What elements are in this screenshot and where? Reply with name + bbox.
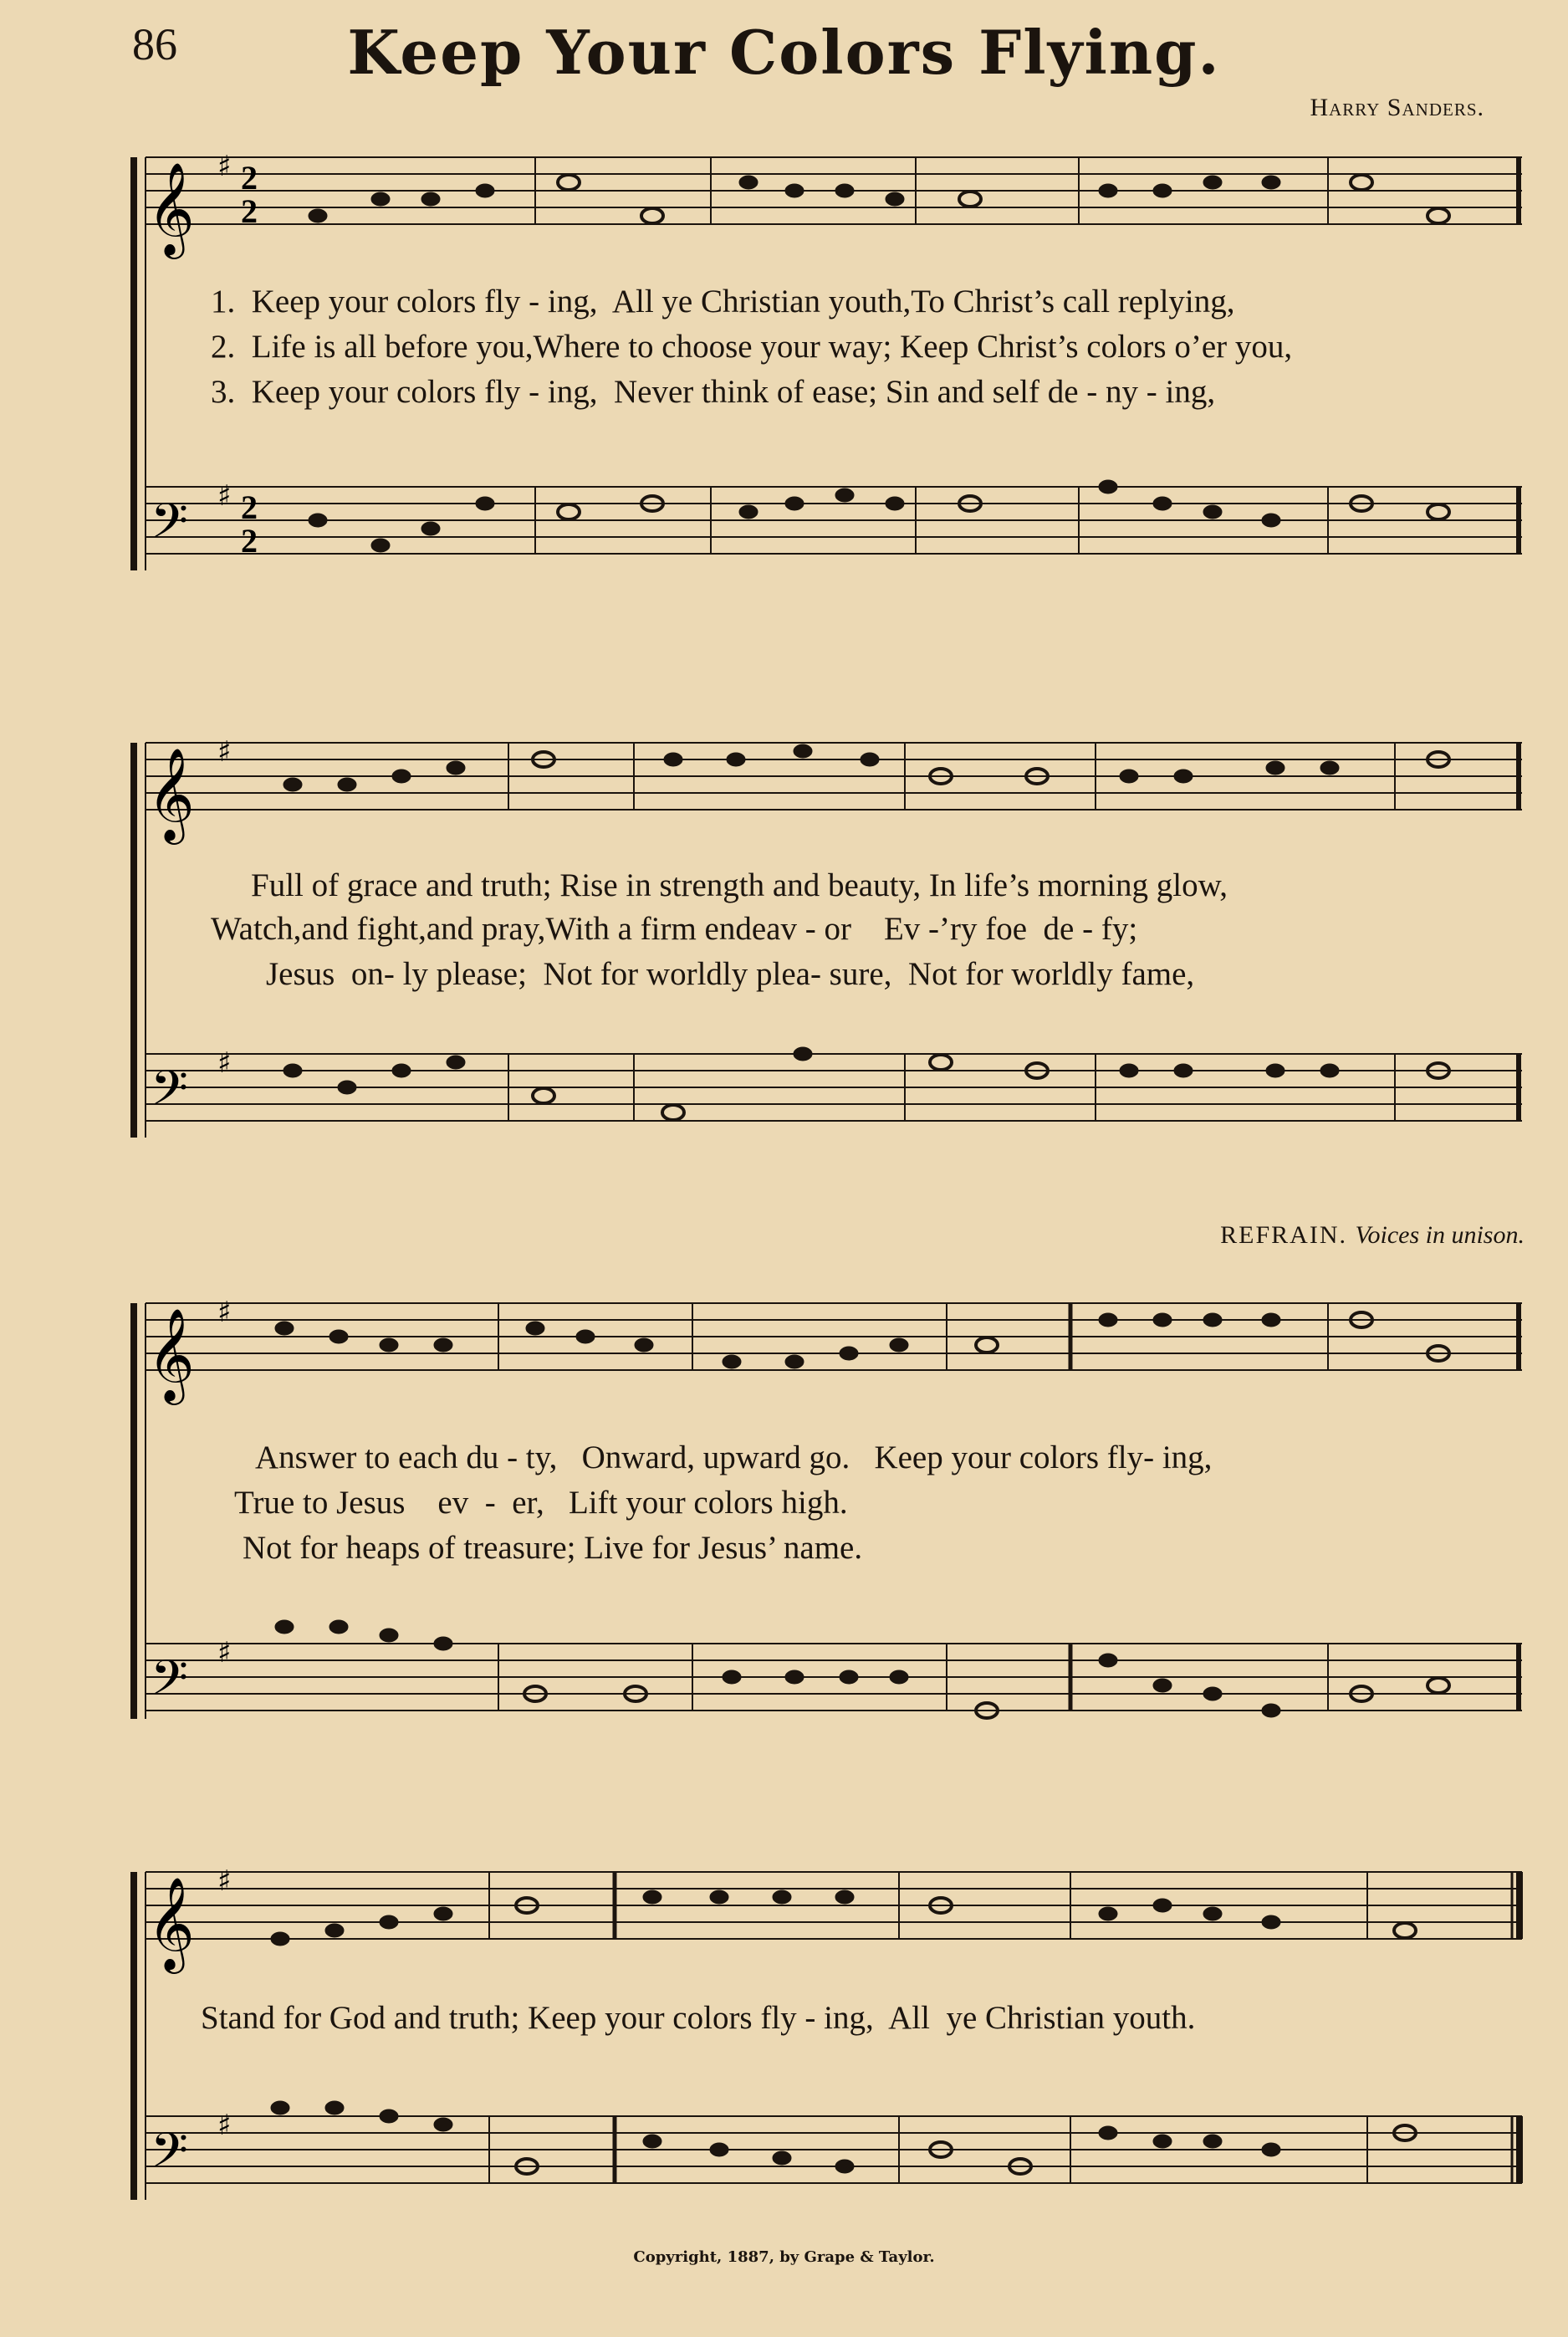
refrain-heading: [1220, 1221, 1525, 1250]
note-head: [930, 1055, 952, 1070]
note-head: [1153, 2135, 1172, 2148]
lyric-line: 2. Life is all before you,Where to choose your way; Keep Christ’s colors o’er you,: [211, 329, 1293, 365]
note-head: [576, 1330, 595, 1343]
note-head: [643, 2135, 661, 2148]
note-head: [338, 778, 356, 791]
note-head: [1266, 1064, 1285, 1077]
note-head: [447, 761, 465, 775]
note-head: [476, 497, 494, 510]
note-head: [794, 1047, 812, 1061]
music-system-4: [134, 1857, 1522, 2217]
note-head: [1099, 184, 1117, 197]
note-head: [710, 2143, 728, 2156]
note-head: [1153, 497, 1172, 510]
note-head: [1203, 2135, 1222, 2148]
lyric-line: 1. Keep your colors fly - ing, All ye Christian youth,To Christ’s call replying,: [211, 284, 1235, 320]
note-head: [886, 192, 904, 206]
note-head: [526, 1322, 544, 1335]
note-head: [1153, 1679, 1172, 1692]
note-head: [1262, 2143, 1280, 2156]
note-head: [309, 514, 327, 527]
note-head: [1099, 1313, 1117, 1327]
note-head: [835, 1890, 854, 1904]
note-head: [976, 1337, 998, 1353]
refrain-note: Voices in unison.: [1355, 1221, 1525, 1249]
key-sharp-icon: ♯: [217, 1296, 232, 1329]
lyric-line: Watch,and fight,and pray,With a firm endeav - or Ev -’ry foe de - fy;: [211, 911, 1138, 947]
note-head: [1203, 1687, 1222, 1700]
note-head: [886, 497, 904, 510]
note-head: [558, 504, 580, 519]
bass-clef-icon: 𝄢: [151, 2122, 189, 2191]
note-head: [1120, 1064, 1138, 1077]
note-head: [1262, 1313, 1280, 1327]
note-head: [710, 1890, 728, 1904]
key-sharp-icon: ♯: [217, 735, 232, 769]
copyright-notice: Copyright, 1887, by Grape & Taylor.: [633, 2248, 935, 2266]
note-head: [275, 1620, 294, 1634]
note-head: [380, 1338, 398, 1352]
note-head: [447, 1056, 465, 1069]
treble-clef-icon: 𝄞: [147, 747, 195, 841]
note-head: [371, 192, 390, 206]
key-sharp-icon: ♯: [217, 1864, 232, 1898]
note-head: [271, 1932, 289, 1946]
note-head: [739, 176, 758, 189]
note-head: [1174, 1064, 1193, 1077]
note-head: [785, 497, 804, 510]
note-head: [392, 770, 411, 783]
note-head: [840, 1347, 858, 1360]
page-number: 86: [132, 19, 177, 69]
lyric-line: Full of grace and truth; Rise in strength and beauty, In life’s morning glow,: [251, 867, 1228, 903]
key-sharp-icon: ♯: [217, 2109, 232, 2142]
note-head: [1262, 1915, 1280, 1929]
note-head: [434, 1907, 452, 1920]
music-system-1: [134, 142, 1522, 594]
note-head: [861, 753, 879, 766]
note-head: [1351, 175, 1372, 190]
note-head: [434, 1637, 452, 1650]
note-head: [890, 1338, 908, 1352]
bass-clef-icon: 𝄢: [151, 1649, 189, 1718]
note-head: [723, 1355, 741, 1368]
note-head: [1203, 176, 1222, 189]
staff-pair-1: [134, 142, 1522, 594]
note-head: [1266, 761, 1285, 775]
staff-pair-4: [134, 1857, 1522, 2217]
note-head: [723, 1670, 741, 1684]
note-head: [1394, 1923, 1416, 1938]
note-head: [476, 184, 494, 197]
note-head: [635, 1338, 653, 1352]
note-head: [1262, 176, 1280, 189]
treble-clef-icon: 𝄞: [147, 1307, 195, 1401]
note-head: [1203, 505, 1222, 519]
note-head: [1174, 770, 1193, 783]
note-head: [271, 2101, 289, 2115]
treble-staff-1: [146, 157, 1522, 224]
treble-clef-icon: 𝄞: [147, 1876, 195, 1970]
note-head: [835, 184, 854, 197]
note-head: [785, 1670, 804, 1684]
note-head: [1262, 1704, 1280, 1717]
note-head: [283, 778, 302, 791]
note-head: [1203, 1313, 1222, 1327]
note-head: [434, 2118, 452, 2131]
note-head: [421, 522, 440, 535]
bass-clef-icon: 𝄢: [151, 1060, 189, 1128]
note-head: [785, 1355, 804, 1368]
note-head: [1320, 761, 1339, 775]
note-head: [1320, 1064, 1339, 1077]
note-head: [739, 505, 758, 519]
key-sharp-icon: ♯: [217, 1636, 232, 1670]
treble-staff-2: [146, 743, 1522, 810]
treble-staff-4: [146, 1872, 1522, 1939]
note-head: [794, 744, 812, 758]
note-head: [1099, 1907, 1117, 1920]
note-head: [434, 1338, 452, 1352]
note-head: [325, 2101, 344, 2115]
note-head: [338, 1081, 356, 1094]
note-head: [1428, 1678, 1449, 1693]
time-signature: 2: [241, 522, 258, 560]
note-head: [1099, 1654, 1117, 1667]
note-head: [785, 184, 804, 197]
bass-staff-3: [146, 1644, 1522, 1711]
note-head: [329, 1620, 348, 1634]
note-head: [643, 1890, 661, 1904]
note-head: [1262, 514, 1280, 527]
time-signature: 2: [241, 192, 258, 230]
note-head: [835, 2160, 854, 2173]
note-head: [421, 192, 440, 206]
note-head: [533, 1088, 554, 1103]
note-head: [1428, 208, 1449, 223]
note-head: [835, 488, 854, 502]
note-head: [1120, 770, 1138, 783]
note-head: [662, 1105, 684, 1120]
lyric-line: Answer to each du - ty, Onward, upward go. Keep your colors fly- ing,: [255, 1440, 1213, 1475]
note-head: [392, 1064, 411, 1077]
note-head: [1153, 1899, 1172, 1912]
lyric-line: Not for heaps of treasure; Live for Jesus’ name.: [243, 1530, 863, 1566]
treble-staff-3: [146, 1303, 1522, 1370]
note-head: [664, 753, 682, 766]
note-head: [1153, 184, 1172, 197]
time-signature: 2: [241, 488, 258, 526]
lyric-line: True to Jesus ev - er, Lift your colors high.: [234, 1485, 848, 1521]
refrain-label: REFRAIN.: [1220, 1221, 1347, 1249]
hymn-title: Keep Your Colors Flying.: [347, 17, 1221, 88]
note-head: [380, 1915, 398, 1929]
note-head: [641, 208, 663, 223]
bass-staff-1: [146, 487, 1522, 554]
note-head: [283, 1064, 302, 1077]
note-head: [371, 539, 390, 552]
note-head: [1428, 504, 1449, 519]
note-head: [309, 209, 327, 222]
note-head: [773, 1890, 791, 1904]
bass-clef-icon: 𝄢: [151, 493, 189, 561]
note-head: [1153, 1313, 1172, 1327]
time-signature: 2: [241, 159, 258, 197]
note-head: [380, 2109, 398, 2123]
note-head: [275, 1322, 294, 1335]
lyric-line: Jesus on- ly please; Not for worldly plea- sure, Not for worldly fame,: [266, 956, 1195, 992]
note-head: [380, 1629, 398, 1642]
lyric-line: 3. Keep your colors fly - ing, Never think of ease; Sin and self de - ny - ing,: [211, 374, 1216, 410]
note-head: [325, 1924, 344, 1937]
lyric-line: Stand for God and truth; Keep your colors fly - ing, All ye Christian youth.: [201, 2000, 1196, 2036]
music-system-3: [134, 1288, 1522, 1718]
note-head: [727, 753, 745, 766]
note-head: [329, 1330, 348, 1343]
note-head: [1203, 1907, 1222, 1920]
note-head: [1099, 480, 1117, 493]
note-head: [773, 2151, 791, 2165]
note-head: [840, 1670, 858, 1684]
note-head: [890, 1670, 908, 1684]
music-system-2: [134, 728, 1522, 1146]
note-head: [558, 175, 580, 190]
note-head: [1099, 2126, 1117, 2140]
key-sharp-icon: ♯: [217, 479, 232, 513]
note-head: [959, 192, 981, 207]
bass-staff-4: [146, 2116, 1522, 2183]
treble-clef-icon: 𝄞: [147, 161, 195, 255]
author-credit: Harry Sanders.: [1310, 94, 1484, 121]
key-sharp-icon: ♯: [217, 1046, 232, 1080]
key-sharp-icon: ♯: [217, 150, 232, 183]
